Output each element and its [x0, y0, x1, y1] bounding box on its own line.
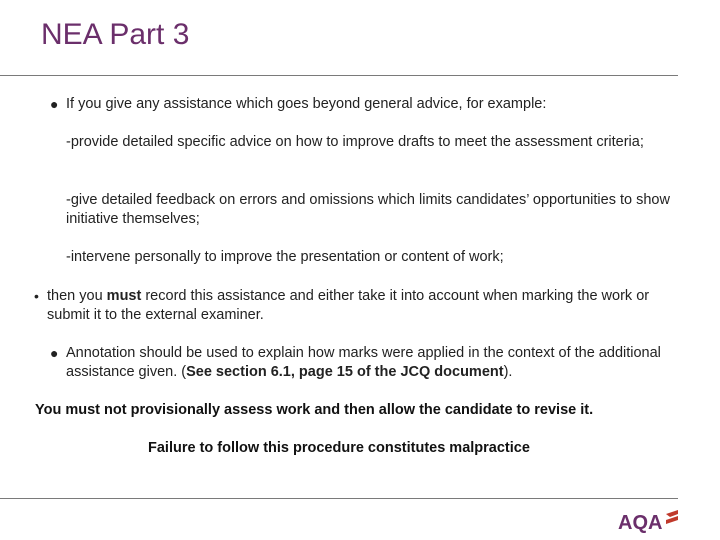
example-item: -give detailed feedback on errors and omissions which limits candidates’ opportunities to show initiative themselves;	[66, 192, 670, 227]
logo-accent-icon	[666, 516, 678, 524]
bottom-divider	[0, 498, 678, 499]
record-pre: then you	[47, 288, 107, 304]
bullet-marker: •	[34, 288, 39, 304]
annotation-pre: Annotation should be used to explain how marks were applied in the context of the additional assistance given. (	[66, 345, 661, 380]
intro-text: If you give any assistance which goes beyond general advice, for example:	[66, 96, 547, 112]
record-post: record this assistance and either take it into account when marking the work or submit it to the external examiner.	[47, 288, 650, 323]
bullet-marker: ●	[50, 345, 59, 361]
annotation-text	[66, 344, 666, 381]
logo-text: AQA	[618, 512, 663, 534]
malpractice-text: Failure to follow this procedure constitutes malpractice	[148, 440, 530, 456]
record-instruction	[47, 287, 667, 324]
top-divider	[0, 75, 678, 76]
bullet-marker: ●	[50, 96, 59, 112]
must-emphasis: must	[106, 288, 142, 304]
warning-text: You must not provisionally assess work and then allow the candidate to revise it.	[35, 402, 594, 418]
annotation-post: ).	[503, 363, 513, 380]
jcq-reference: See section 6.1, page 15 of the JCQ document	[186, 363, 504, 380]
logo-accent-icon	[666, 510, 678, 517]
example-item: -provide detailed specific advice on how to improve drafts to meet the assessment criteria;	[66, 134, 644, 150]
example-item: -intervene personally to improve the presentation or content of work;	[66, 249, 504, 265]
page-title: NEA Part 3	[41, 18, 190, 51]
aqa-logo	[618, 508, 680, 534]
